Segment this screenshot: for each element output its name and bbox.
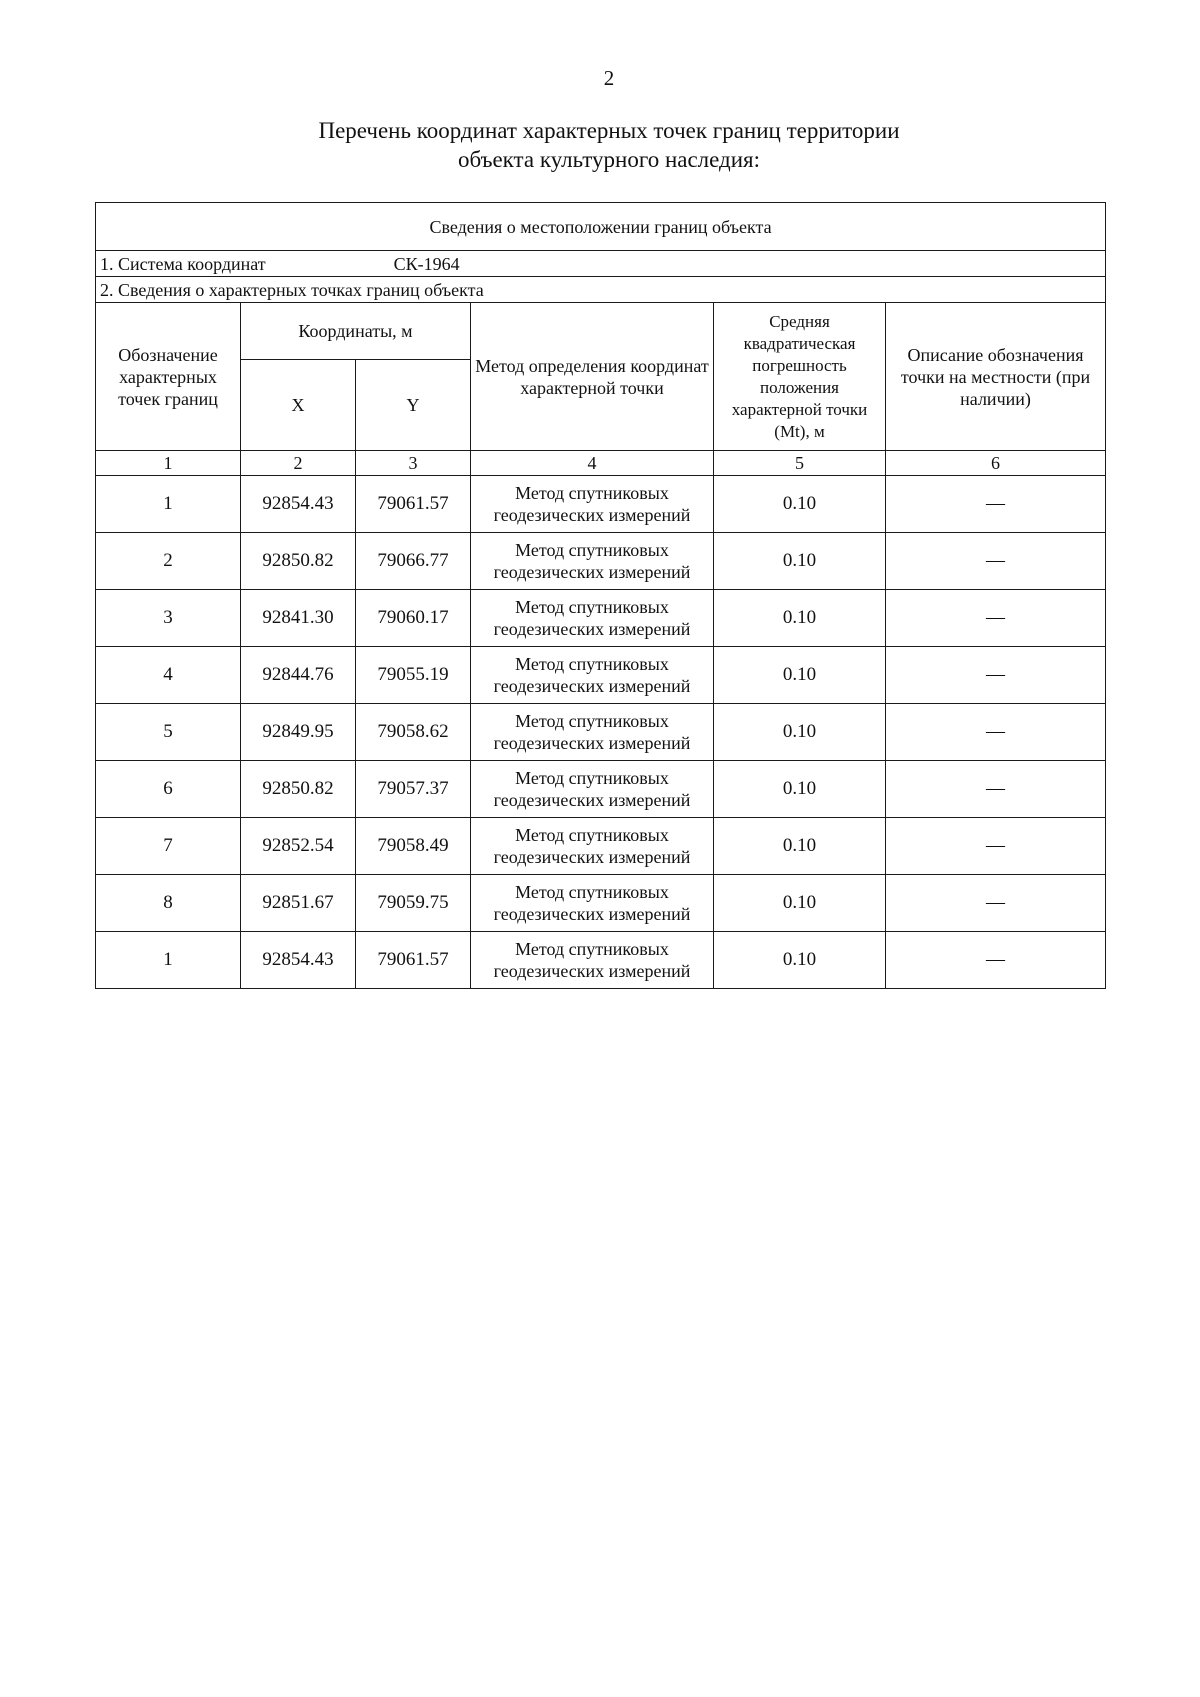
table-row <box>96 533 1106 590</box>
table-row <box>96 647 1106 704</box>
cell-method: Метод спутниковых геодезических измерений <box>471 932 714 989</box>
header-designation: Обозначение характерных точек границ <box>96 303 241 451</box>
cell-description: — <box>886 647 1106 704</box>
cell-error: 0.10 <box>714 761 886 818</box>
coord-system-cell <box>96 251 1106 277</box>
cell-error: 0.10 <box>714 875 886 932</box>
table-row <box>96 476 1106 533</box>
cell-point: 3 <box>96 590 241 647</box>
coordinates-table <box>95 202 1106 989</box>
cell-method: Метод спутниковых геодезических измерений <box>471 476 714 533</box>
cell-y: 79059.75 <box>356 875 471 932</box>
cell-y: 79057.37 <box>356 761 471 818</box>
cell-method: Метод спутниковых геодезических измерений <box>471 875 714 932</box>
cell-error: 0.10 <box>714 590 886 647</box>
coord-system-row <box>96 251 1106 277</box>
cell-method: Метод спутниковых геодезических измерений <box>471 704 714 761</box>
cell-error: 0.10 <box>714 818 886 875</box>
table-row <box>96 875 1106 932</box>
cell-x: 92854.43 <box>241 476 356 533</box>
column-header-row-1 <box>96 303 1106 360</box>
cell-point: 2 <box>96 533 241 590</box>
section-header-row <box>96 203 1106 251</box>
cell-description: — <box>886 875 1106 932</box>
column-number: 2 <box>241 451 356 476</box>
cell-error: 0.10 <box>714 533 886 590</box>
points-header-row <box>96 277 1106 303</box>
column-number: 3 <box>356 451 471 476</box>
cell-y: 79058.62 <box>356 704 471 761</box>
cell-point: 8 <box>96 875 241 932</box>
cell-y: 79061.57 <box>356 476 471 533</box>
header-y: Y <box>356 360 471 451</box>
table-row <box>96 590 1106 647</box>
coord-system-label: 1. Система координат <box>100 253 266 274</box>
section-header: Сведения о местоположении границ объекта <box>96 203 1106 251</box>
cell-method: Метод спутниковых геодезических измерений <box>471 590 714 647</box>
column-number: 1 <box>96 451 241 476</box>
header-x: X <box>241 360 356 451</box>
column-number: 4 <box>471 451 714 476</box>
cell-x: 92841.30 <box>241 590 356 647</box>
cell-x: 92852.54 <box>241 818 356 875</box>
document-title <box>0 116 1200 174</box>
cell-description: — <box>886 533 1106 590</box>
cell-y: 79058.49 <box>356 818 471 875</box>
cell-description: — <box>886 476 1106 533</box>
cell-method: Метод спутниковых геодезических измерений <box>471 647 714 704</box>
cell-error: 0.10 <box>714 704 886 761</box>
cell-y: 79066.77 <box>356 533 471 590</box>
cell-point: 6 <box>96 761 241 818</box>
cell-point: 7 <box>96 818 241 875</box>
coordinates-table-body <box>96 203 1106 989</box>
cell-y: 79055.19 <box>356 647 471 704</box>
column-number: 5 <box>714 451 886 476</box>
cell-method: Метод спутниковых геодезических измерений <box>471 818 714 875</box>
cell-description: — <box>886 932 1106 989</box>
header-error: Средняя квадратическая погрешность положения характерной точки (Mt), м <box>714 303 886 451</box>
table-row <box>96 761 1106 818</box>
page-number: 2 <box>603 66 615 90</box>
table-row <box>96 818 1106 875</box>
cell-error: 0.10 <box>714 932 886 989</box>
points-header: 2. Сведения о характерных точках границ объекта <box>96 277 1106 303</box>
cell-method: Метод спутниковых геодезических измерений <box>471 761 714 818</box>
cell-method: Метод спутниковых геодезических измерений <box>471 533 714 590</box>
cell-y: 79061.57 <box>356 932 471 989</box>
cell-x: 92849.95 <box>241 704 356 761</box>
cell-description: — <box>886 704 1106 761</box>
cell-y: 79060.17 <box>356 590 471 647</box>
cell-x: 92850.82 <box>241 761 356 818</box>
cell-description: — <box>886 818 1106 875</box>
cell-description: — <box>886 761 1106 818</box>
document-title-line-1: Перечень координат характерных точек границ территории <box>318 118 900 143</box>
cell-point: 5 <box>96 704 241 761</box>
cell-error: 0.10 <box>714 647 886 704</box>
column-number: 6 <box>886 451 1106 476</box>
coord-system-value: СК-1964 <box>393 253 460 274</box>
table-row <box>96 932 1106 989</box>
cell-x: 92851.67 <box>241 875 356 932</box>
header-coordinates: Координаты, м <box>241 303 471 360</box>
document-title-line-2: объекта культурного наследия: <box>457 147 761 172</box>
header-method: Метод определения координат характерной точки <box>471 303 714 451</box>
cell-x: 92854.43 <box>241 932 356 989</box>
cell-description: — <box>886 590 1106 647</box>
cell-x: 92850.82 <box>241 533 356 590</box>
cell-point: 1 <box>96 932 241 989</box>
cell-point: 4 <box>96 647 241 704</box>
cell-point: 1 <box>96 476 241 533</box>
table-row <box>96 704 1106 761</box>
cell-error: 0.10 <box>714 476 886 533</box>
column-numbers-row <box>96 451 1106 476</box>
cell-x: 92844.76 <box>241 647 356 704</box>
header-description: Описание обозначения точки на местности (при наличии) <box>886 303 1106 451</box>
